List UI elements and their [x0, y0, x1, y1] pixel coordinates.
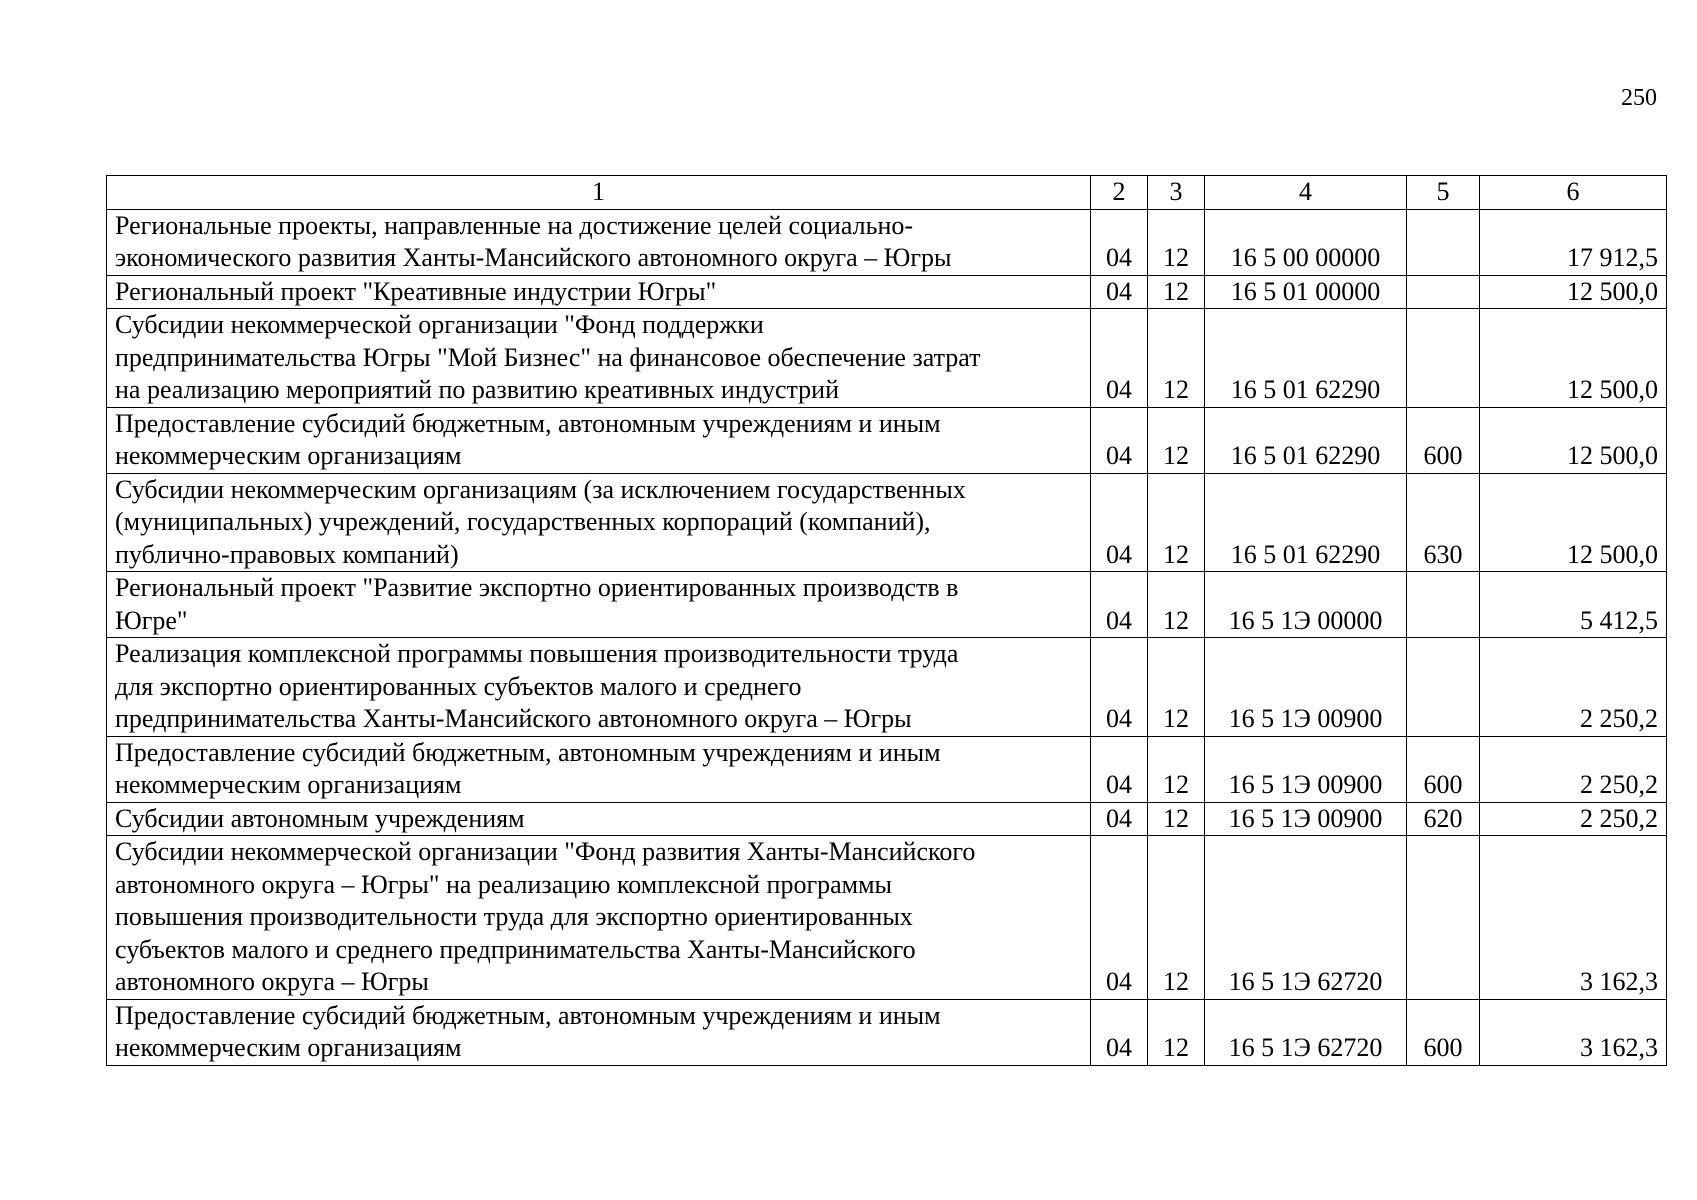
row-code: 16 5 01 00000 [1205, 275, 1407, 309]
row-amount: 12 500,0 [1480, 473, 1667, 572]
description-line: повышения производительности труда для экспортно ориентированных [115, 902, 913, 931]
row-amount: 3 162,3 [1480, 836, 1667, 1000]
description-line: Региональный проект "Развитие экспортно ориентированных производств в [115, 573, 959, 602]
row-code: 16 5 01 62290 [1205, 473, 1407, 572]
table-row [107, 802, 1667, 836]
description-line: предпринимательства Ханты-Мансийского автономного округа – Югры [115, 704, 912, 733]
description-line: автономного округа – Югры" на реализацию комплексной программы [115, 869, 893, 899]
row-description [107, 209, 1091, 275]
table-row [107, 275, 1667, 309]
row-section: 04 [1091, 275, 1148, 309]
row-type [1407, 572, 1480, 638]
row-description [107, 407, 1091, 473]
row-section: 04 [1091, 309, 1148, 408]
row-description [107, 802, 1091, 836]
row-description [107, 736, 1091, 802]
row-amount: 3 162,3 [1480, 999, 1667, 1065]
header-cell-description: 1 [107, 176, 1091, 210]
row-type [1407, 836, 1480, 1000]
row-amount: 5 412,5 [1480, 572, 1667, 638]
row-subsection: 12 [1148, 407, 1205, 473]
row-type [1407, 209, 1480, 275]
header-cell-type: 5 [1407, 176, 1480, 210]
description-line: Региональные проекты, направленные на достижение целей социально- [115, 210, 914, 240]
row-type: 600 [1407, 999, 1480, 1065]
row-code: 16 5 1Э 00900 [1205, 638, 1407, 737]
row-code: 16 5 1Э 00900 [1205, 802, 1407, 836]
row-section: 04 [1091, 638, 1148, 737]
row-type: 620 [1407, 802, 1480, 836]
description-line: Субсидии некоммерческой организации "Фонд поддержки [115, 310, 764, 339]
row-section: 04 [1091, 736, 1148, 802]
row-amount: 2 250,2 [1480, 638, 1667, 737]
description-line: автономного округа – Югры [115, 967, 429, 996]
description-line: Субсидии автономным учреждениям [115, 803, 525, 833]
row-description [107, 473, 1091, 572]
row-section: 04 [1091, 999, 1148, 1065]
row-amount: 12 500,0 [1480, 309, 1667, 408]
description-line: Реализация комплексной программы повышения производительности труда [115, 639, 959, 668]
header-cell-section: 2 [1091, 176, 1148, 210]
row-subsection: 12 [1148, 309, 1205, 408]
row-type: 600 [1407, 407, 1480, 473]
description-line: некоммерческим организациям [115, 1033, 462, 1062]
row-description [107, 999, 1091, 1065]
row-description [107, 572, 1091, 638]
description-line: публично-правовых компаний) [115, 539, 459, 569]
row-amount: 12 500,0 [1480, 407, 1667, 473]
row-code: 16 5 01 62290 [1205, 407, 1407, 473]
table-row [107, 473, 1667, 572]
header-cell-subsection: 3 [1148, 176, 1205, 210]
description-line: субъектов малого и среднего предпринимательства Ханты-Мансийского [115, 934, 916, 964]
row-code: 16 5 1Э 62720 [1205, 999, 1407, 1065]
row-section: 04 [1091, 802, 1148, 836]
table-header-row [107, 176, 1667, 210]
row-subsection: 12 [1148, 209, 1205, 275]
row-amount: 2 250,2 [1480, 736, 1667, 802]
description-line: (муниципальных) учреждений, государственных корпораций (компаний), [115, 507, 931, 536]
row-description [107, 836, 1091, 1000]
table-row [107, 736, 1667, 802]
row-subsection: 12 [1148, 802, 1205, 836]
row-description [107, 309, 1091, 408]
row-subsection: 12 [1148, 999, 1205, 1065]
header-cell-amount: 6 [1480, 176, 1667, 210]
row-section: 04 [1091, 209, 1148, 275]
description-line: Субсидии некоммерческим организациям (за исключением государственных [115, 474, 966, 504]
row-code: 16 5 1Э 62720 [1205, 836, 1407, 1000]
row-section: 04 [1091, 473, 1148, 572]
description-line: некоммерческим организациям [115, 770, 462, 799]
description-line: Предоставление субсидий бюджетным, автономным учреждениям и иным [115, 737, 941, 767]
row-section: 04 [1091, 407, 1148, 473]
description-line: Субсидии некоммерческой организации "Фонд развития Ханты-Мансийского [115, 837, 976, 866]
description-line: Югре" [115, 605, 188, 635]
row-amount: 12 500,0 [1480, 275, 1667, 309]
description-line: экономического развития Ханты-Мансийского автономного округа – Югры [115, 243, 952, 272]
row-description [107, 275, 1091, 309]
row-subsection: 12 [1148, 275, 1205, 309]
header-cell-code: 4 [1205, 176, 1407, 210]
row-subsection: 12 [1148, 473, 1205, 572]
row-subsection: 12 [1148, 572, 1205, 638]
row-code: 16 5 1Э 00900 [1205, 736, 1407, 802]
row-amount: 17 912,5 [1480, 209, 1667, 275]
budget-table [106, 175, 1667, 1066]
table-row [107, 209, 1667, 275]
description-line: предпринимательства Югры "Мой Бизнес" на финансовое обеспечение затрат [115, 342, 981, 372]
row-type [1407, 309, 1480, 408]
table-row [107, 572, 1667, 638]
description-line: Предоставление субсидий бюджетным, автономным учреждениям и иным [115, 408, 941, 438]
description-line: Региональный проект "Креативные индустрии Югры" [115, 276, 717, 306]
table-row [107, 309, 1667, 408]
row-section: 04 [1091, 836, 1148, 1000]
row-type [1407, 275, 1480, 309]
description-line: на реализацию мероприятий по развитию креативных индустрий [115, 375, 840, 404]
page-number: 250 [1621, 85, 1657, 111]
table-row [107, 407, 1667, 473]
row-code: 16 5 01 62290 [1205, 309, 1407, 408]
description-line: Предоставление субсидий бюджетным, автономным учреждениям и иным [115, 1000, 941, 1030]
row-type: 600 [1407, 736, 1480, 802]
table-row [107, 836, 1667, 1000]
table-row [107, 638, 1667, 737]
row-subsection: 12 [1148, 736, 1205, 802]
row-amount: 2 250,2 [1480, 802, 1667, 836]
description-line: некоммерческим организациям [115, 441, 462, 470]
row-subsection: 12 [1148, 638, 1205, 737]
row-type: 630 [1407, 473, 1480, 572]
row-type [1407, 638, 1480, 737]
row-subsection: 12 [1148, 836, 1205, 1000]
description-line: для экспортно ориентированных субъектов малого и среднего [115, 671, 802, 701]
row-code: 16 5 00 00000 [1205, 209, 1407, 275]
row-code: 16 5 1Э 00000 [1205, 572, 1407, 638]
table-row [107, 999, 1667, 1065]
row-section: 04 [1091, 572, 1148, 638]
row-description [107, 638, 1091, 737]
